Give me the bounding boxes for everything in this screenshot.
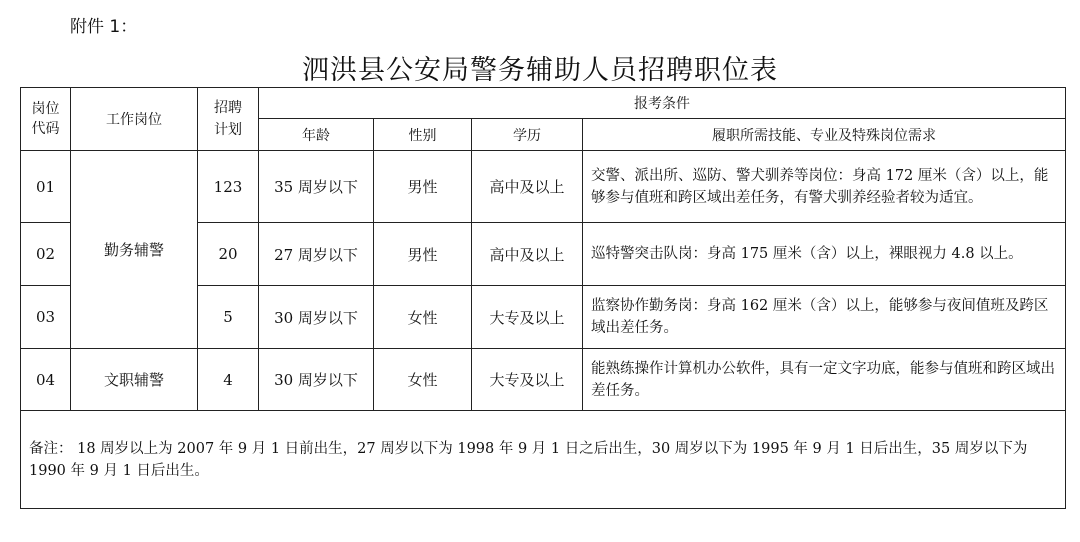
cell-code: 02 — [21, 223, 71, 286]
cell-gender: 男性 — [374, 151, 472, 223]
cell-age: 30 周岁以下 — [259, 286, 374, 349]
col-header-code: 岗位代码 — [21, 88, 71, 151]
cell-education: 高中及以上 — [472, 223, 583, 286]
table-row — [21, 151, 1066, 223]
cell-position: 勤务辅警 — [71, 151, 198, 349]
cell-code: 01 — [21, 151, 71, 223]
col-header-education: 学历 — [472, 119, 583, 151]
cell-gender: 女性 — [374, 349, 472, 411]
cell-age: 30 周岁以下 — [259, 349, 374, 411]
col-header-quota: 招聘计划 — [198, 88, 259, 151]
cell-education: 大专及以上 — [472, 349, 583, 411]
attachment-label: 附件 1： — [70, 17, 138, 37]
cell-quota: 5 — [198, 286, 259, 349]
cell-requirements: 巡特警突击队岗：身高 175 厘米（含）以上，裸眼视力 4.8 以上。 — [583, 223, 1066, 286]
cell-code: 03 — [21, 286, 71, 349]
cell-quota: 123 — [198, 151, 259, 223]
cell-code: 04 — [21, 349, 71, 411]
cell-quota: 20 — [198, 223, 259, 286]
cell-position: 文职辅警 — [71, 349, 198, 411]
cell-age: 35 周岁以下 — [259, 151, 374, 223]
page-title: 泗洪县公安局警务辅助人员招聘职位表 — [302, 55, 778, 86]
cell-requirements: 能熟练操作计算机办公软件，具有一定文字功底，能参与值班和跨区域出差任务。 — [583, 349, 1066, 411]
note-row — [21, 411, 1066, 509]
cell-gender: 女性 — [374, 286, 472, 349]
cell-education: 高中及以上 — [472, 151, 583, 223]
cell-requirements: 交警、派出所、巡防、警犬驯养等岗位：身高 172 厘米（含）以上，能够参与值班和跨区域出差任务，有警犬驯养经验者较为适宜。 — [583, 151, 1066, 223]
col-header-conditions: 报考条件 — [259, 88, 1066, 119]
table-row — [21, 349, 1066, 411]
col-header-age: 年龄 — [259, 119, 374, 151]
col-header-requirements: 履职所需技能、专业及特殊岗位需求 — [583, 119, 1066, 151]
header-row-1 — [21, 88, 1066, 119]
cell-requirements: 监察协作勤务岗：身高 162 厘米（含）以上，能够参与夜间值班及跨区域出差任务。 — [583, 286, 1066, 349]
col-header-position: 工作岗位 — [71, 88, 198, 151]
cell-education: 大专及以上 — [472, 286, 583, 349]
col-header-gender: 性别 — [374, 119, 472, 151]
cell-age: 27 周岁以下 — [259, 223, 374, 286]
recruitment-table — [20, 87, 1066, 509]
cell-gender: 男性 — [374, 223, 472, 286]
note-text: 备注： 18 周岁以上为 2007 年 9 月 1 日前出生，27 周岁以下为 1998 年 9 月 1 日之后出生，30 周岁以下为 1995 年 9 月 1 日后出生，35 周岁以下为 1990 年 9 月 1 日后出生。 — [21, 411, 1066, 509]
cell-quota: 4 — [198, 349, 259, 411]
